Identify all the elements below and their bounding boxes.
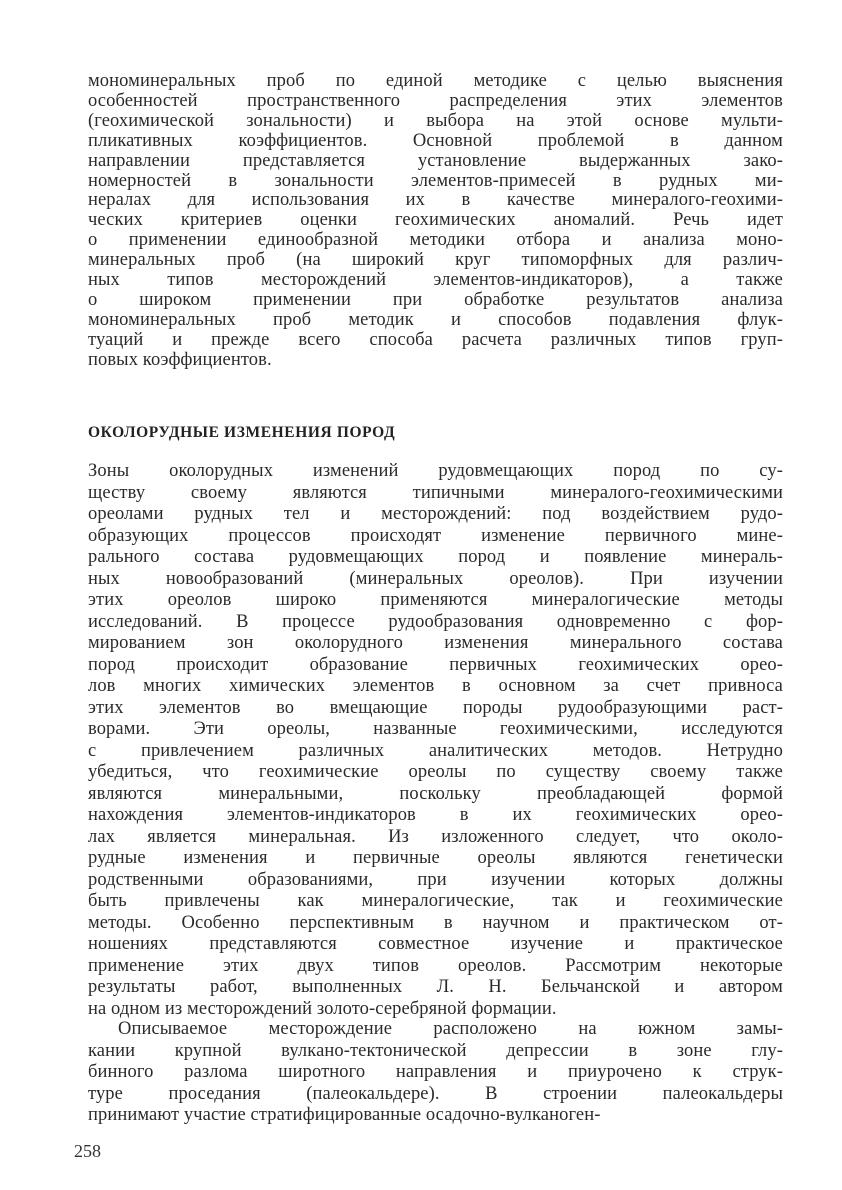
text-line: туре проседания (палеокальдере). В строении палеокальдеры — [88, 1083, 783, 1104]
text-line: принимают участие стратифицированные осадочно-вулканоген- — [88, 1105, 601, 1125]
section-heading: ОКОЛОРУДНЫЕ ИЗМЕНЕНИЯ ПОРОД — [88, 424, 396, 441]
text-line: результаты работ, выполненных Л. Н. Бельчанской и автором — [88, 977, 783, 997]
text-line: ческих критериев оценки геохимических аномалий. Речь идет — [88, 210, 783, 231]
text-line: пород происходит образование первичных геохимических орео- — [88, 654, 783, 675]
text-line: этих элементов во вмещающие породы рудообразующими раст- — [88, 697, 783, 718]
text-line: этих ореолов широко применяются минералогические методы — [88, 590, 783, 610]
text-line: лов многих химических элементов в основном за счет привноса — [88, 676, 783, 696]
text-line: с привлечением различных аналитических методов. Нетрудно — [88, 740, 783, 761]
text-line: лах является минеральная. Из изложенного следует, что около- — [88, 826, 783, 847]
text-line: пликативных коэффициентов. Основной проблемой в данном — [88, 130, 783, 151]
text-line: образующих процессов происходят изменение первичного мине- — [88, 525, 783, 546]
text-line: исследований. В процессе рудообразования одновременно с фор- — [88, 611, 783, 632]
text-line: мированием зон околорудного изменения минерального состава — [88, 633, 783, 653]
text-line: номерностей в зональности элементов-примесей в рудных ми- — [88, 170, 783, 191]
text-line: минеральных проб (на широкий круг типоморфных для различ- — [88, 250, 783, 271]
text-line: Описываемое месторождение расположено на южном замы- — [118, 1019, 783, 1039]
text-line: мономинеральных проб по единой методике с целью выяснения — [88, 71, 783, 91]
text-line: Зоны околорудных изменений рудовмещающих пород по су- — [88, 461, 783, 481]
text-line: являются минеральными, поскольку преобладающей формой — [88, 783, 783, 804]
text-line: кании крупной вулкано-тектонической депрессии в зоне глу- — [88, 1040, 783, 1061]
text-line: быть привлечены как минералогические, так и геохимические — [88, 891, 783, 911]
text-line: применение этих двух типов ореолов. Рассмотрим некоторые — [88, 955, 783, 976]
paragraph-deposit — [88, 1019, 783, 1127]
text-line: ществу своему являются типичными минералого-геохимическими — [88, 482, 783, 503]
text-line: родственными образованиями, при изучении которых должны — [88, 869, 783, 890]
text-line: (геохимической зональности) и выбора на этой основе мульти- — [88, 110, 783, 131]
text-line: нералах для использования их в качестве минералого-геохими- — [88, 190, 783, 211]
text-line: мономинеральных проб методик и способов подавления флук- — [88, 309, 783, 330]
text-line: о применении единообразной методики отбора и анализа моно- — [88, 230, 783, 251]
text-line: туаций и прежде всего способа расчета различных типов груп- — [88, 329, 783, 350]
text-line: особенностей пространственного распределения этих элементов — [88, 90, 783, 111]
text-line: рудные изменения и первичные ореолы являются генетически — [88, 848, 783, 868]
text-line: бинного разлома широтного направления и приурочено к струк- — [88, 1062, 783, 1082]
text-line: рального состава рудовмещающих пород и появление минераль- — [88, 547, 783, 567]
text-line: нахождения элементов-индикаторов в их геохимических орео- — [88, 805, 783, 825]
text-line: на одном из месторождений золото-серебряной формации. — [88, 998, 557, 1019]
paragraph-continued — [88, 72, 783, 371]
text-line: убедиться, что геохимические ореолы по существу своему также — [88, 762, 783, 782]
text-line: методы. Особенно перспективным в научном и практическом от- — [88, 912, 783, 933]
text-line: ворами. Эти ореолы, названные геохимическими, исследуются — [88, 719, 783, 739]
text-line: ных типов месторождений элементов-индикаторов), а также — [88, 270, 783, 291]
text-line: повых коэффициентов. — [88, 349, 272, 370]
text-line: направлении представляется установление выдержанных зако- — [88, 150, 783, 171]
page-number: 258 — [74, 1141, 101, 1161]
text-line: ных новообразований (минеральных ореолов). При изучении — [88, 568, 783, 589]
text-line: ореолами рудных тел и месторождений: под воздействием рудо- — [88, 504, 783, 524]
text-line: о широком применении при обработке результатов анализа — [88, 289, 783, 310]
paragraph-intro — [88, 461, 783, 1020]
text-line: ношениях представляются совместное изучение и практическое — [88, 934, 783, 954]
